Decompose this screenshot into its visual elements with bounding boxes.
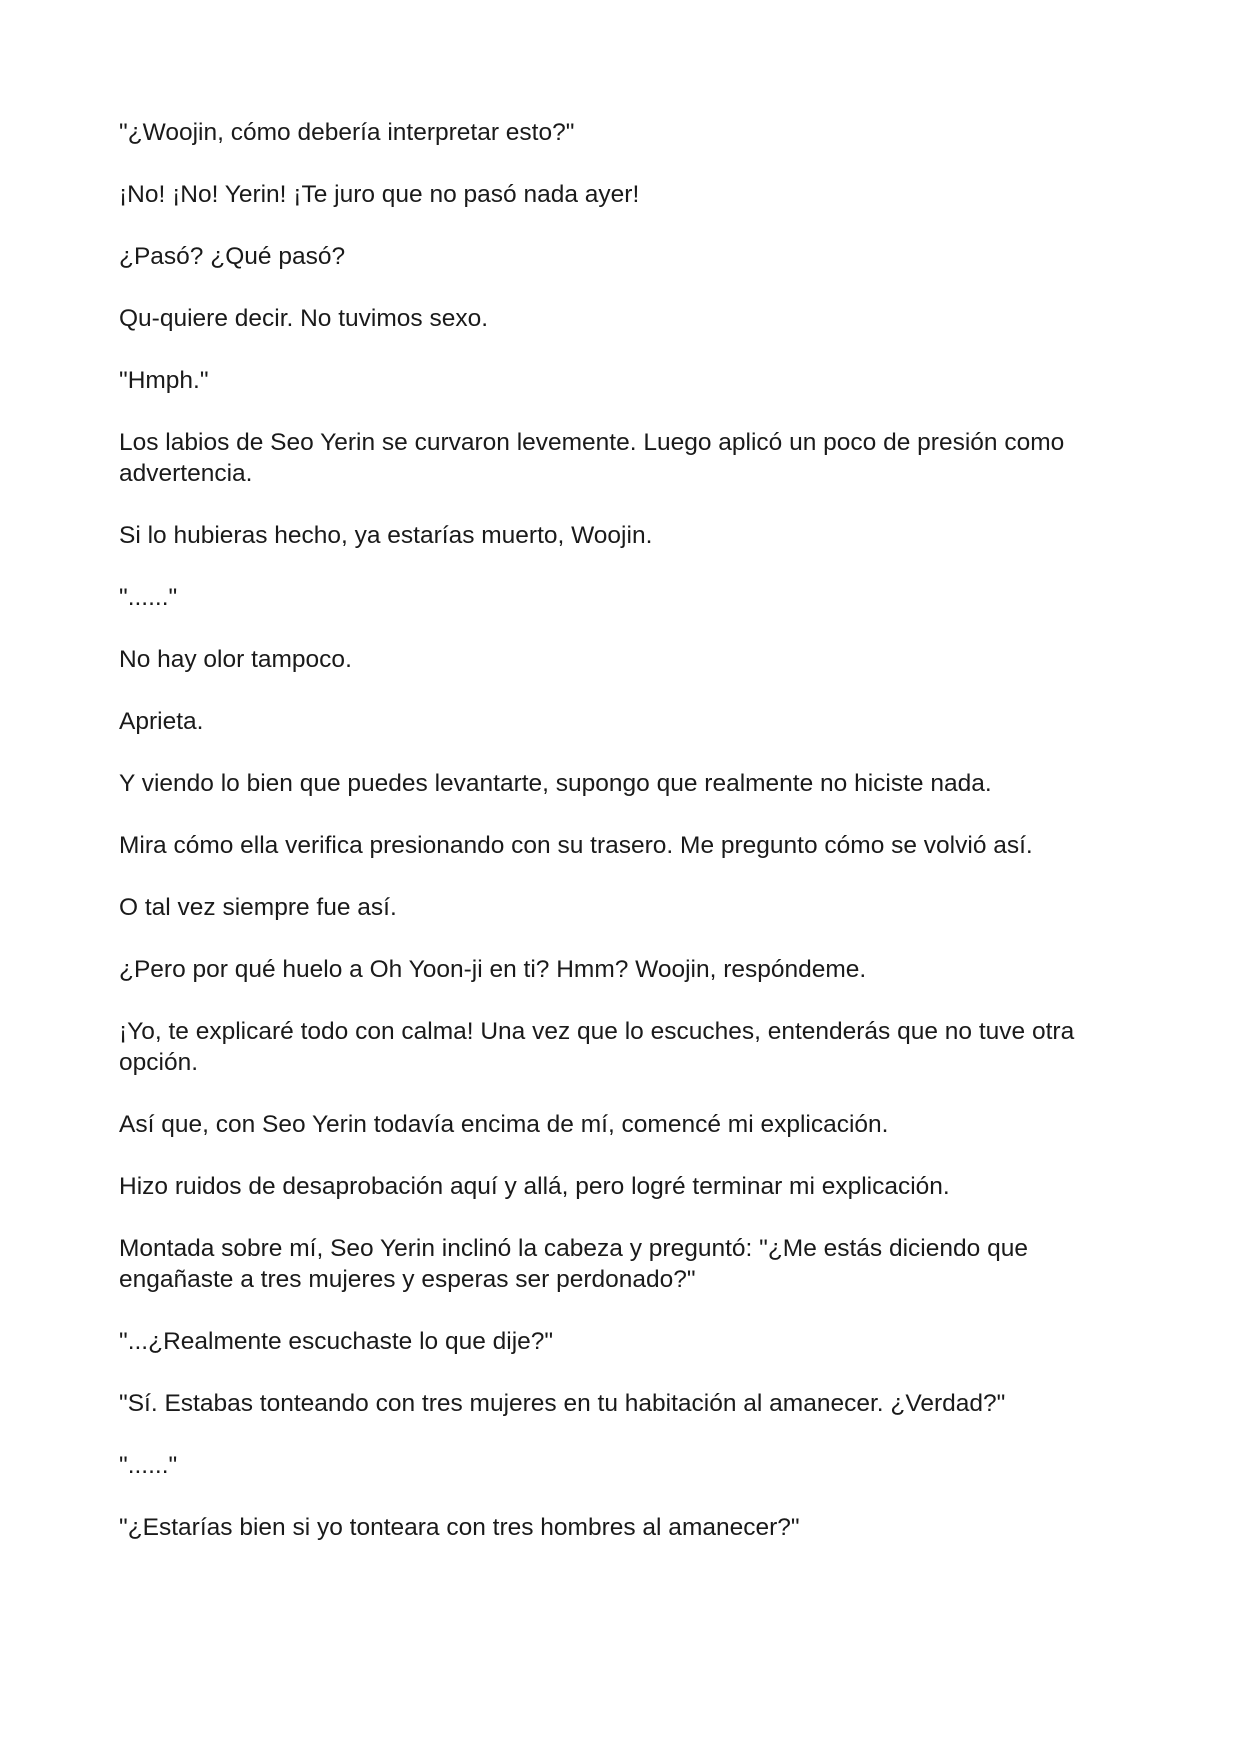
- paragraph: Los labios de Seo Yerin se curvaron levemente. Luego aplicó un poco de presión como advertencia.: [119, 429, 1072, 487]
- paragraph: O tal vez siempre fue así.: [119, 894, 397, 921]
- paragraph: No hay olor tampoco.: [119, 646, 352, 673]
- paragraph: ¡Yo, te explicaré todo con calma! Una vez que lo escuches, entenderás que no tuve otra opción.: [119, 1018, 1082, 1076]
- paragraph: Hizo ruidos de desaprobación aquí y allá, pero logré terminar mi explicación.: [119, 1173, 950, 1200]
- paragraph: Aprieta.: [119, 708, 204, 735]
- paragraph: "......": [119, 584, 178, 611]
- paragraph: Si lo hubieras hecho, ya estarías muerto, Woojin.: [119, 522, 653, 549]
- paragraph: "¿Estarías bien si yo tonteara con tres hombres al amanecer?": [119, 1514, 800, 1541]
- paragraph: ¿Pero por qué huelo a Oh Yoon-ji en ti? Hmm? Woojin, respóndeme.: [119, 956, 867, 983]
- paragraph: "...¿Realmente escuchaste lo que dije?": [119, 1328, 554, 1355]
- paragraph: "¿Woojin, cómo debería interpretar esto?": [119, 119, 575, 146]
- paragraph: Qu-quiere decir. No tuvimos sexo.: [119, 305, 489, 332]
- paragraph: Montada sobre mí, Seo Yerin inclinó la cabeza y preguntó: "¿Me estás diciendo que engañaste a tres mujeres y esperas ser perdonado?": [119, 1235, 1035, 1293]
- paragraph: Mira cómo ella verifica presionando con su trasero. Me pregunto cómo se volvió así.: [119, 832, 1033, 859]
- paragraph: ¿Pasó? ¿Qué pasó?: [119, 243, 346, 270]
- paragraph: Y viendo lo bien que puedes levantarte, supongo que realmente no hiciste nada.: [119, 770, 992, 797]
- paragraph: "......": [119, 1452, 178, 1479]
- paragraph: Así que, con Seo Yerin todavía encima de mí, comencé mi explicación.: [119, 1111, 889, 1138]
- paragraph: ¡No! ¡No! Yerin! ¡Te juro que no pasó nada ayer!: [119, 181, 640, 208]
- document-body: [119, 117, 1129, 1574]
- paragraph: "Hmph.": [119, 367, 209, 394]
- paragraph: "Sí. Estabas tonteando con tres mujeres en tu habitación al amanecer. ¿Verdad?": [119, 1390, 1006, 1417]
